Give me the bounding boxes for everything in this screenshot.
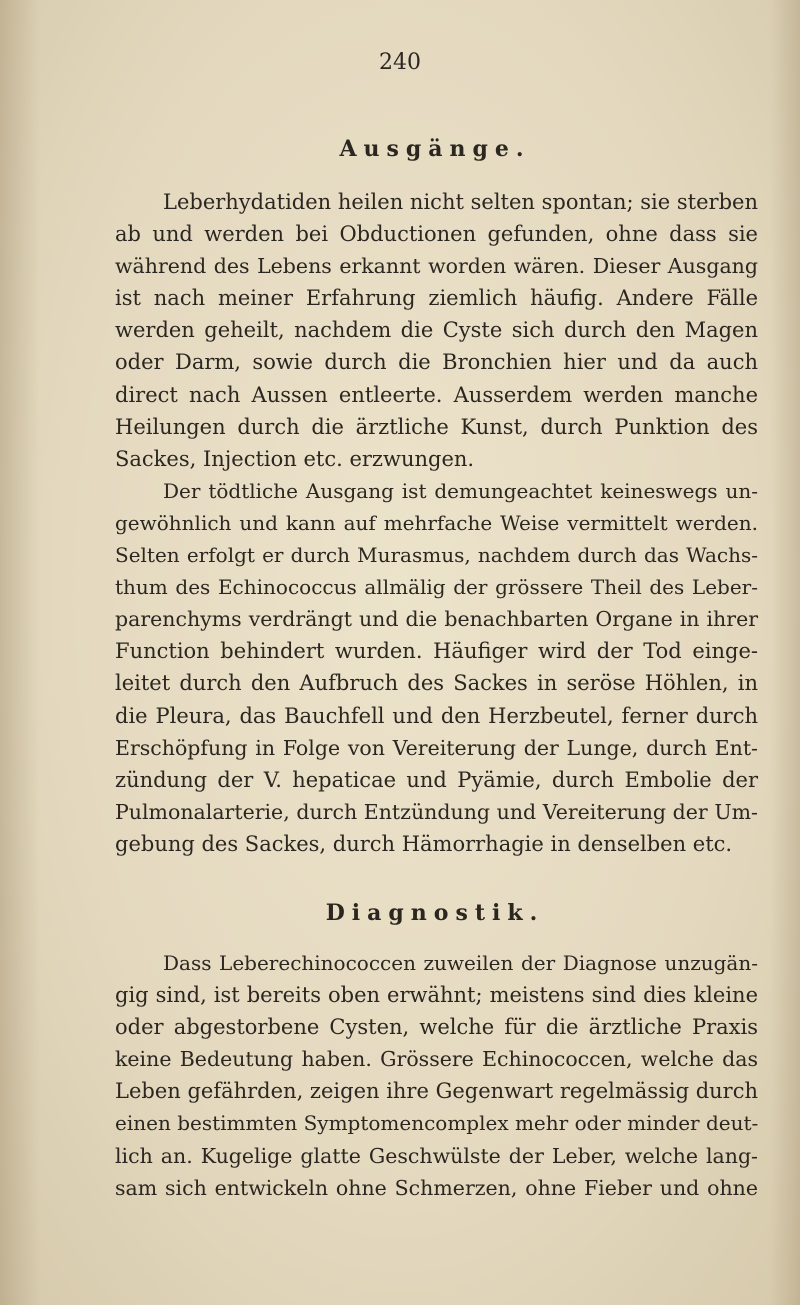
text-line: Dass Leberechinococcen zuweilen der Diagnose unzugän- (163, 951, 758, 975)
text-line: Selten erfolgt er durch Murasmus, nachdem durch das Wachs- (115, 543, 758, 568)
text-line: thum des Echinococcus allmälig der grössere Theil des Leber- (115, 575, 758, 600)
text-line: leitet durch den Aufbruch des Sackes in seröse Höhlen, in (115, 671, 758, 696)
section-heading-diagnostik: Diagnostik. (325, 900, 545, 926)
text-line: ab und werden bei Obductionen gefunden, ohne dass sie (115, 222, 758, 247)
text-line: oder abgestorbene Cysten, welche für die ärztliche Praxis (115, 1015, 758, 1040)
text-line: sam sich entwickeln ohne Schmerzen, ohne Fieber und ohne (115, 1175, 758, 1200)
text-line: Heilungen durch die ärztliche Kunst, durch Punktion des (115, 414, 758, 439)
text-line: werden geheilt, nachdem die Cyste sich durch den Magen (115, 318, 758, 343)
text-line: lich an. Kugelige glatte Geschwülste der Leber, welche lang- (115, 1143, 758, 1168)
page-number: 240 (379, 50, 421, 75)
text-line: Der tödtliche Ausgang ist demungeachtet keineswegs un- (163, 478, 758, 503)
text-line: ist nach meiner Erfahrung ziemlich häufig. Andere Fälle (115, 286, 758, 311)
text-line: parenchyms verdrängt und die benachbarten Organe in ihrer (115, 607, 758, 632)
page-shadow-right (770, 0, 800, 1305)
text-line: Function behindert wurden. Häufiger wird der Tod einge- (115, 639, 758, 664)
text-line: direct nach Aussen entleerte. Ausserdem werden manche (115, 382, 758, 407)
text-line: die Pleura, das Bauchfell und den Herzbeutel, ferner durch (115, 703, 758, 728)
text-line: während des Lebens erkannt worden wären. Dieser Ausgang (115, 254, 758, 279)
text-line: zündung der V. hepaticae und Pyämie, durch Embolie der (115, 767, 758, 792)
text-line: Pulmonalarterie, durch Entzündung und Vereiterung der Um- (115, 799, 758, 824)
paragraph (115, 186, 758, 475)
paragraph (115, 947, 758, 1204)
text-line: oder Darm, sowie durch die Bronchien hier und da auch (115, 350, 758, 375)
section-heading-ausgaenge: Ausgänge. (339, 136, 531, 162)
text-line: Sackes, Injection etc. erzwungen. (115, 446, 475, 471)
section-body-diagnostik (115, 947, 758, 1204)
text-line: Erschöpfung in Folge von Vereiterung der Lunge, durch Ent- (115, 735, 758, 760)
text-line: gebung des Sackes, durch Hämorrhagie in denselben etc. (115, 831, 733, 856)
page-shadow-left (0, 0, 40, 1305)
text-line: Leberhydatiden heilen nicht selten spontan; sie sterben (163, 190, 758, 214)
text-line: einen bestimmten Symptomencomplex mehr oder minder deut- (115, 1111, 759, 1136)
text-line: Leben gefährden, zeigen ihre Gegenwart regelmässig durch (115, 1079, 758, 1104)
text-line: gewöhnlich und kann auf mehrfache Weise vermittelt werden. (115, 510, 758, 535)
text-line: gig sind, ist bereits oben erwähnt; meistens sind dies kleine (115, 983, 758, 1008)
paragraph (115, 475, 758, 860)
section-body-ausgaenge (115, 186, 758, 860)
text-line: keine Bedeutung haben. Grössere Echinococcen, welche das (115, 1047, 758, 1072)
